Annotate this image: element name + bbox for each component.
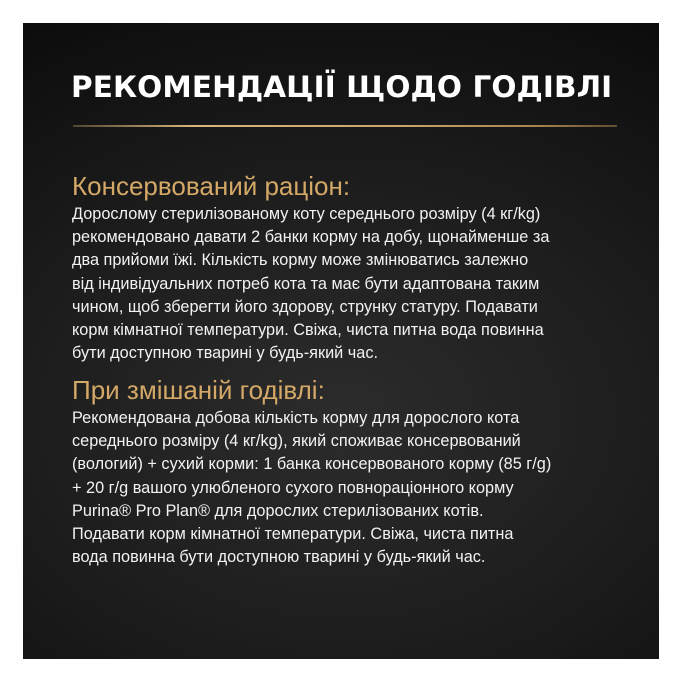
body-line: вода повинна бути доступною тварині у будь-який час. (72, 548, 486, 567)
feeding-recommendations-panel (23, 23, 659, 659)
page-title: РЕКОМЕНДАЦІЇ ЩОДО ГОДІВЛІ (71, 70, 613, 104)
body-line: від індивідуальних потреб кота та має бути адаптована таким (72, 274, 540, 293)
body-line: бути доступною тварині у будь-який час. (72, 344, 379, 363)
gold-divider (73, 125, 617, 127)
body-line: корм кімнатної температури. Свіжа, чиста питна вода повинна (72, 321, 544, 340)
body-line: рекомендовано давати 2 банки корму на добу, щонайменше за (72, 228, 550, 247)
body-line: середнього розміру (4 кг/kg), який споживає консервований (72, 432, 521, 451)
body-line: чином, щоб зберегти його здорову, струнку статуру. Подавати (72, 297, 538, 316)
section-mixed-feeding (72, 375, 632, 569)
section-heading-canned: Консервований раціон: (72, 171, 351, 201)
body-line: Purina® Pro Plan® для дорослих стерилізованих котів. (72, 501, 484, 520)
body-line: (вологий) + сухий корми: 1 банка консервованого корму (85 г/g) (72, 455, 552, 474)
body-line: Дорослому стерилізованому коту середнього розміру (4 кг/kg) (72, 205, 541, 223)
section-heading-mixed: При змішаній годівлі: (72, 375, 325, 405)
section-body-canned (72, 203, 632, 365)
body-line: Подавати корм кімнатної температури. Свіжа, чиста питна (72, 525, 514, 544)
section-body-mixed (72, 407, 632, 569)
body-line: + 20 г/g вашого улюбленого сухого повнораціонного корму (72, 478, 514, 497)
body-line: Рекомендована добова кількість корму для дорослого кота (72, 409, 520, 427)
section-canned-diet (72, 171, 632, 365)
body-line: два прийоми їжі. Кількість корму може змінюватись залежно (72, 251, 529, 270)
